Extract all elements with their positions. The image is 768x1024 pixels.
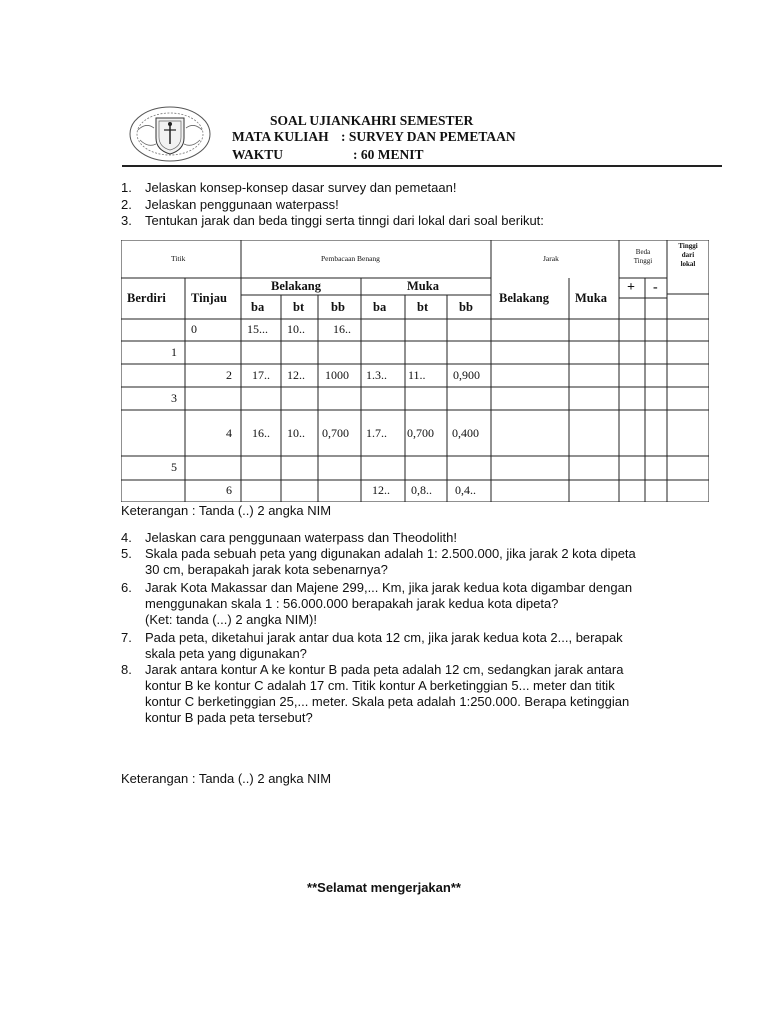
header-titik: Titik bbox=[171, 254, 186, 263]
time-value: : 60 MENIT bbox=[353, 147, 424, 162]
question-number: 1. bbox=[121, 180, 132, 195]
header-berdiri: Berdiri bbox=[127, 291, 166, 305]
header-jarak-muka: Muka bbox=[575, 291, 607, 305]
row-0-bb-belakang: 16.. bbox=[333, 322, 351, 336]
question-number: 2. bbox=[121, 197, 132, 212]
row-6-bt-muka: 0,8.. bbox=[411, 483, 432, 497]
row-2-tinjau: 2 bbox=[226, 368, 232, 382]
question-text: Jelaskan konsep-konsep dasar survey dan pemetaan! bbox=[145, 180, 457, 195]
table-note: Keterangan : Tanda (..) 2 angka NIM bbox=[121, 503, 332, 518]
row-0-bt-belakang: 10.. bbox=[287, 322, 305, 336]
row-6-bb-muka: 0,4.. bbox=[455, 483, 476, 497]
row-2-bt-belakang: 12.. bbox=[287, 368, 305, 382]
row-0-ba-belakang: 15... bbox=[247, 322, 268, 336]
header-bt-2: bt bbox=[417, 300, 429, 314]
header-bb-2: bb bbox=[459, 300, 473, 314]
question-text: Tentukan jarak dan beda tinggi serta tinngi dari lokal dari soal berikut: bbox=[145, 213, 544, 228]
question-number: 4. bbox=[121, 530, 132, 545]
course-value: : SURVEY DAN PEMETAAN bbox=[341, 129, 516, 144]
time-label: WAKTU bbox=[232, 147, 284, 162]
header-belakang: Belakang bbox=[271, 279, 322, 293]
closing-message: **Selamat mengerjakan** bbox=[307, 880, 461, 895]
header-tinggi-dari-lokal: Tinggi dari lokal bbox=[678, 242, 698, 268]
question-number: 7. bbox=[121, 630, 132, 645]
row-0-tinjau: 0 bbox=[191, 322, 197, 336]
row-4-ba-muka: 1.7.. bbox=[366, 426, 387, 440]
row-4-bb-belakang: 0,700 bbox=[322, 426, 349, 440]
row-4-ba-belakang: 16.. bbox=[252, 426, 270, 440]
header-minus: - bbox=[653, 280, 658, 295]
header-bt-1: bt bbox=[293, 300, 305, 314]
row-3-berdiri: 3 bbox=[171, 391, 177, 405]
question-text: Jelaskan penggunaan waterpass! bbox=[145, 197, 339, 212]
header-muka: Muka bbox=[407, 279, 439, 293]
header-divider bbox=[122, 165, 722, 167]
question-text: Jarak antara kontur A ke kontur B pada peta adalah 12 cm, sedangkan jarak antara kontur B ke kontur C adalah 17 cm. Titik kontur A berketinggian 5... meter dan titik kontur C berketinggian 25,... meter. Skala peta adalah 1:250.000. Berapa ketinggian kontur B pada peta tersebut? bbox=[145, 662, 630, 725]
question-text: Jelaskan cara penggunaan waterpass dan Theodolith! bbox=[145, 530, 457, 545]
question-text: Skala pada sebuah peta yang digunakan adalah 1: 2.500.000, jika jarak 2 kota dipeta 30 cm, berapakah jarak kota sebenarnya? bbox=[145, 546, 636, 577]
row-2-ba-belakang: 17.. bbox=[252, 368, 270, 382]
question-number: 5. bbox=[121, 546, 132, 561]
header-jarak-belakang: Belakang bbox=[499, 291, 550, 305]
row-4-tinjau: 4 bbox=[226, 426, 232, 440]
row-6-tinjau: 6 bbox=[226, 483, 232, 497]
header-ba-2: ba bbox=[373, 300, 387, 314]
header-plus: + bbox=[627, 280, 635, 295]
exam-title: SOAL UJIANKAHRI SEMESTER bbox=[270, 113, 474, 128]
row-2-bb-belakang: 1000 bbox=[325, 368, 349, 382]
question-number: 8. bbox=[121, 662, 132, 677]
row-2-bt-muka: 11.. bbox=[408, 368, 426, 382]
row-4-bb-muka: 0,400 bbox=[452, 426, 479, 440]
header-beda-tinggi: Beda Tinggi bbox=[633, 248, 653, 265]
header-bb-1: bb bbox=[331, 300, 345, 314]
row-2-bb-muka: 0,900 bbox=[453, 368, 480, 382]
university-logo bbox=[126, 104, 214, 164]
question-text: Jarak Kota Makassar dan Majene 299,... Km, jika jarak kedua kota digambar dengan menggunakan skala 1 : 56.000.000 berapakah jarak kedua kota dipeta? (Ket: tanda (...) 2 angka NIM)! bbox=[145, 580, 633, 627]
row-5-berdiri: 5 bbox=[171, 460, 177, 474]
header-ba-1: ba bbox=[251, 300, 265, 314]
row-6-ba-muka: 12.. bbox=[372, 483, 390, 497]
question-number: 3. bbox=[121, 213, 132, 228]
header-tinjau: Tinjau bbox=[191, 291, 227, 305]
question-number: 6. bbox=[121, 580, 132, 595]
course-label: MATA KULIAH bbox=[232, 129, 329, 144]
row-4-bt-muka: 0,700 bbox=[407, 426, 434, 440]
header-pembacaan-benang: Pembacaan Benang bbox=[321, 254, 380, 263]
row-1-berdiri: 1 bbox=[171, 345, 177, 359]
question-text: Pada peta, diketahui jarak antar dua kota 12 cm, jika jarak kedua kota 2..., berapak skala peta yang digunakan? bbox=[145, 630, 623, 661]
row-2-ba-muka: 1.3.. bbox=[366, 368, 387, 382]
row-4-bt-belakang: 10.. bbox=[287, 426, 305, 440]
bottom-note: Keterangan : Tanda (..) 2 angka NIM bbox=[121, 771, 332, 786]
leveling-table bbox=[121, 240, 709, 502]
header-jarak: Jarak bbox=[543, 254, 559, 263]
